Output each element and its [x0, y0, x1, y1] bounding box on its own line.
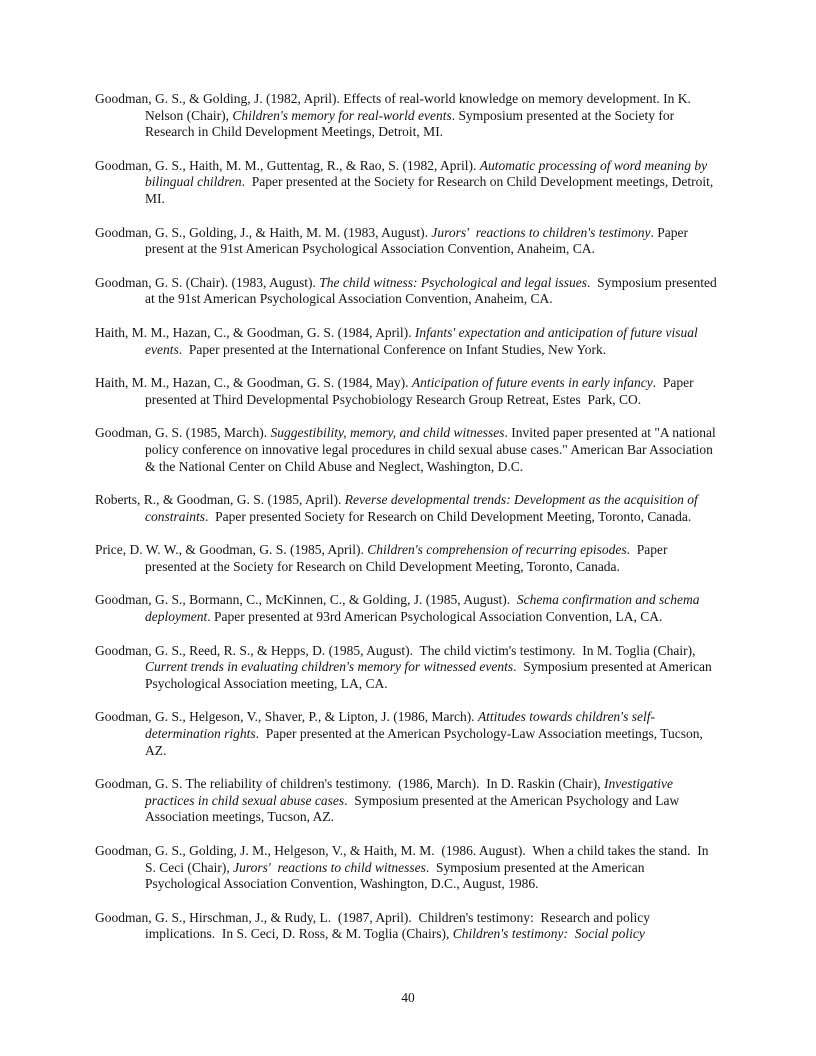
reference-title-italic: Children's comprehension of recurring episodes	[367, 542, 627, 558]
reference-text: . Paper presented at the International Conference on Infant Studies, New York.	[178, 341, 607, 357]
reference-title-italic: Automatic processing of word meaning by bilingual children	[145, 157, 711, 190]
reference-text: . Symposium presented at the Society for Research in Child Development Meetings, Detroit, MI.	[145, 107, 678, 140]
reference-text: . Symposium presented at the 91st American Psychological Association Convention, Anaheim, CA.	[145, 274, 721, 307]
reference-text: . Paper presented at Third Developmental Psychobiology Research Group Retreat, Estes Park, CO.	[145, 375, 698, 407]
reference-text: . Invited paper presented at "A national policy conference on innovative legal procedures in child sexual abuse cases." American Bar Association & the National Center on Child Abuse and Neglect, Washington, D.C.	[145, 425, 720, 474]
reference-title-italic: Infants' expectation and anticipation of future visual events	[145, 324, 702, 357]
reference-text: Goodman, G. S., Bormann, C., McKinnen, C., & Golding, J. (1985, August).	[95, 592, 517, 608]
reference-text: . Symposium presented at the American Psychological Association Convention, Washington, D.C., August, 1986.	[145, 859, 648, 892]
reference-text: Goodman, G. S., Golding, J., & Haith, M. M. (1983, August).	[95, 224, 432, 240]
reference-text: Goodman, G. S., & Golding, J. (1982, April). Effects of real-world knowledge on memory development. In K. Nelson (Chair),	[95, 91, 695, 123]
reference-text: Haith, M. M., Hazan, C., & Goodman, G. S. (1984, April).	[95, 324, 415, 340]
reference-entry	[95, 709, 721, 759]
reference-title-italic: Children's testimony: Social policy	[452, 926, 645, 942]
reference-title-italic: Children's memory for real-world events	[232, 107, 452, 123]
reference-title-italic: The child witness: Psychological and legal issues	[319, 274, 587, 290]
reference-title-italic: Reverse developmental trends: Development as the acquisition of constraints	[145, 492, 702, 524]
reference-text: Goodman, G. S. (Chair). (1983, August).	[95, 274, 320, 290]
reference-entry	[95, 910, 721, 943]
reference-entry	[95, 225, 721, 258]
references-list	[95, 91, 721, 960]
reference-text: . Paper present at the 91st American Psychological Association Convention, Anaheim, CA.	[145, 224, 692, 257]
reference-text: . Paper presented at 93rd American Psychological Association Convention, LA, CA.	[207, 609, 663, 625]
reference-text: Goodman, G. S., Reed, R. S., & Hepps, D. (1985, August). The child victim's testimony. In M. Toglia (Chair),	[95, 642, 699, 658]
reference-text: Price, D. W. W., & Goodman, G. S. (1985, April).	[95, 542, 368, 558]
reference-text: . Paper presented at the American Psychology-Law Association meetings, Tucson, AZ.	[145, 726, 706, 758]
reference-title-italic: Current trends in evaluating children's memory for witnessed events	[145, 659, 514, 675]
reference-text: . Paper presented at the Society for Research on Child Development Meeting, Toronto, Canada.	[145, 542, 671, 574]
reference-entry	[95, 158, 721, 208]
reference-text: Goodman, G. S., Hirschman, J., & Rudy, L. (1987, April). Children's testimony: Research and policy implications. In S. Ceci, D. Ross, & M. Toglia (Chairs),	[95, 909, 654, 942]
reference-title-italic: Attitudes towards children's self-determination rights	[145, 709, 655, 742]
reference-text: Goodman, G. S., Helgeson, V., Shaver, P., & Lipton, J. (1986, March).	[95, 709, 478, 725]
reference-title-italic: Suggestibility, memory, and child witnesses	[270, 425, 505, 441]
reference-entry	[95, 492, 721, 525]
reference-title-italic: Jurors' reactions to child witnesses	[233, 859, 426, 875]
reference-title-italic: Schema confirmation and schema deployment	[145, 592, 703, 625]
reference-text: Haith, M. M., Hazan, C., & Goodman, G. S. (1984, May).	[95, 375, 412, 391]
reference-title-italic: Investigative practices in child sexual abuse cases	[145, 776, 677, 808]
reference-title-italic: Anticipation of future events in early infancy	[411, 375, 653, 391]
reference-entry	[95, 542, 721, 575]
reference-text: . Symposium presented at the American Psychology and Law Association meetings, Tucson, AZ.	[145, 792, 682, 825]
reference-text: Roberts, R., & Goodman, G. S. (1985, April).	[95, 492, 345, 508]
reference-entry	[95, 275, 721, 308]
reference-entry	[95, 425, 721, 475]
reference-entry	[95, 592, 721, 625]
reference-text: . Paper presented Society for Research on Child Development Meeting, Toronto, Canada.	[205, 508, 692, 524]
page-number: 40	[401, 990, 415, 1005]
reference-text: . Paper presented at the Society for Research on Child Development meetings, Detroit, MI.	[145, 174, 717, 206]
reference-text: Goodman, G. S., Golding, J. M., Helgeson, V., & Haith, M. M. (1986. August). When a child takes the stand. In S. Ceci (Chair),	[95, 843, 712, 875]
reference-title-italic: Jurors' reactions to children's testimony	[431, 224, 651, 240]
reference-text: . Symposium presented at American Psychological Association meeting, LA, CA.	[145, 659, 716, 691]
reference-entry	[95, 325, 721, 358]
reference-entry	[95, 643, 721, 693]
reference-entry	[95, 843, 721, 893]
reference-entry	[95, 91, 721, 141]
reference-text: Goodman, G. S. The reliability of children's testimony. (1986, March). In D. Raskin (Chair),	[95, 776, 604, 792]
reference-text: Goodman, G. S., Haith, M. M., Guttentag, R., & Rao, S. (1982, April).	[95, 157, 480, 173]
reference-entry	[95, 776, 721, 826]
reference-text: Goodman, G. S. (1985, March).	[95, 425, 271, 441]
reference-entry	[95, 375, 721, 408]
